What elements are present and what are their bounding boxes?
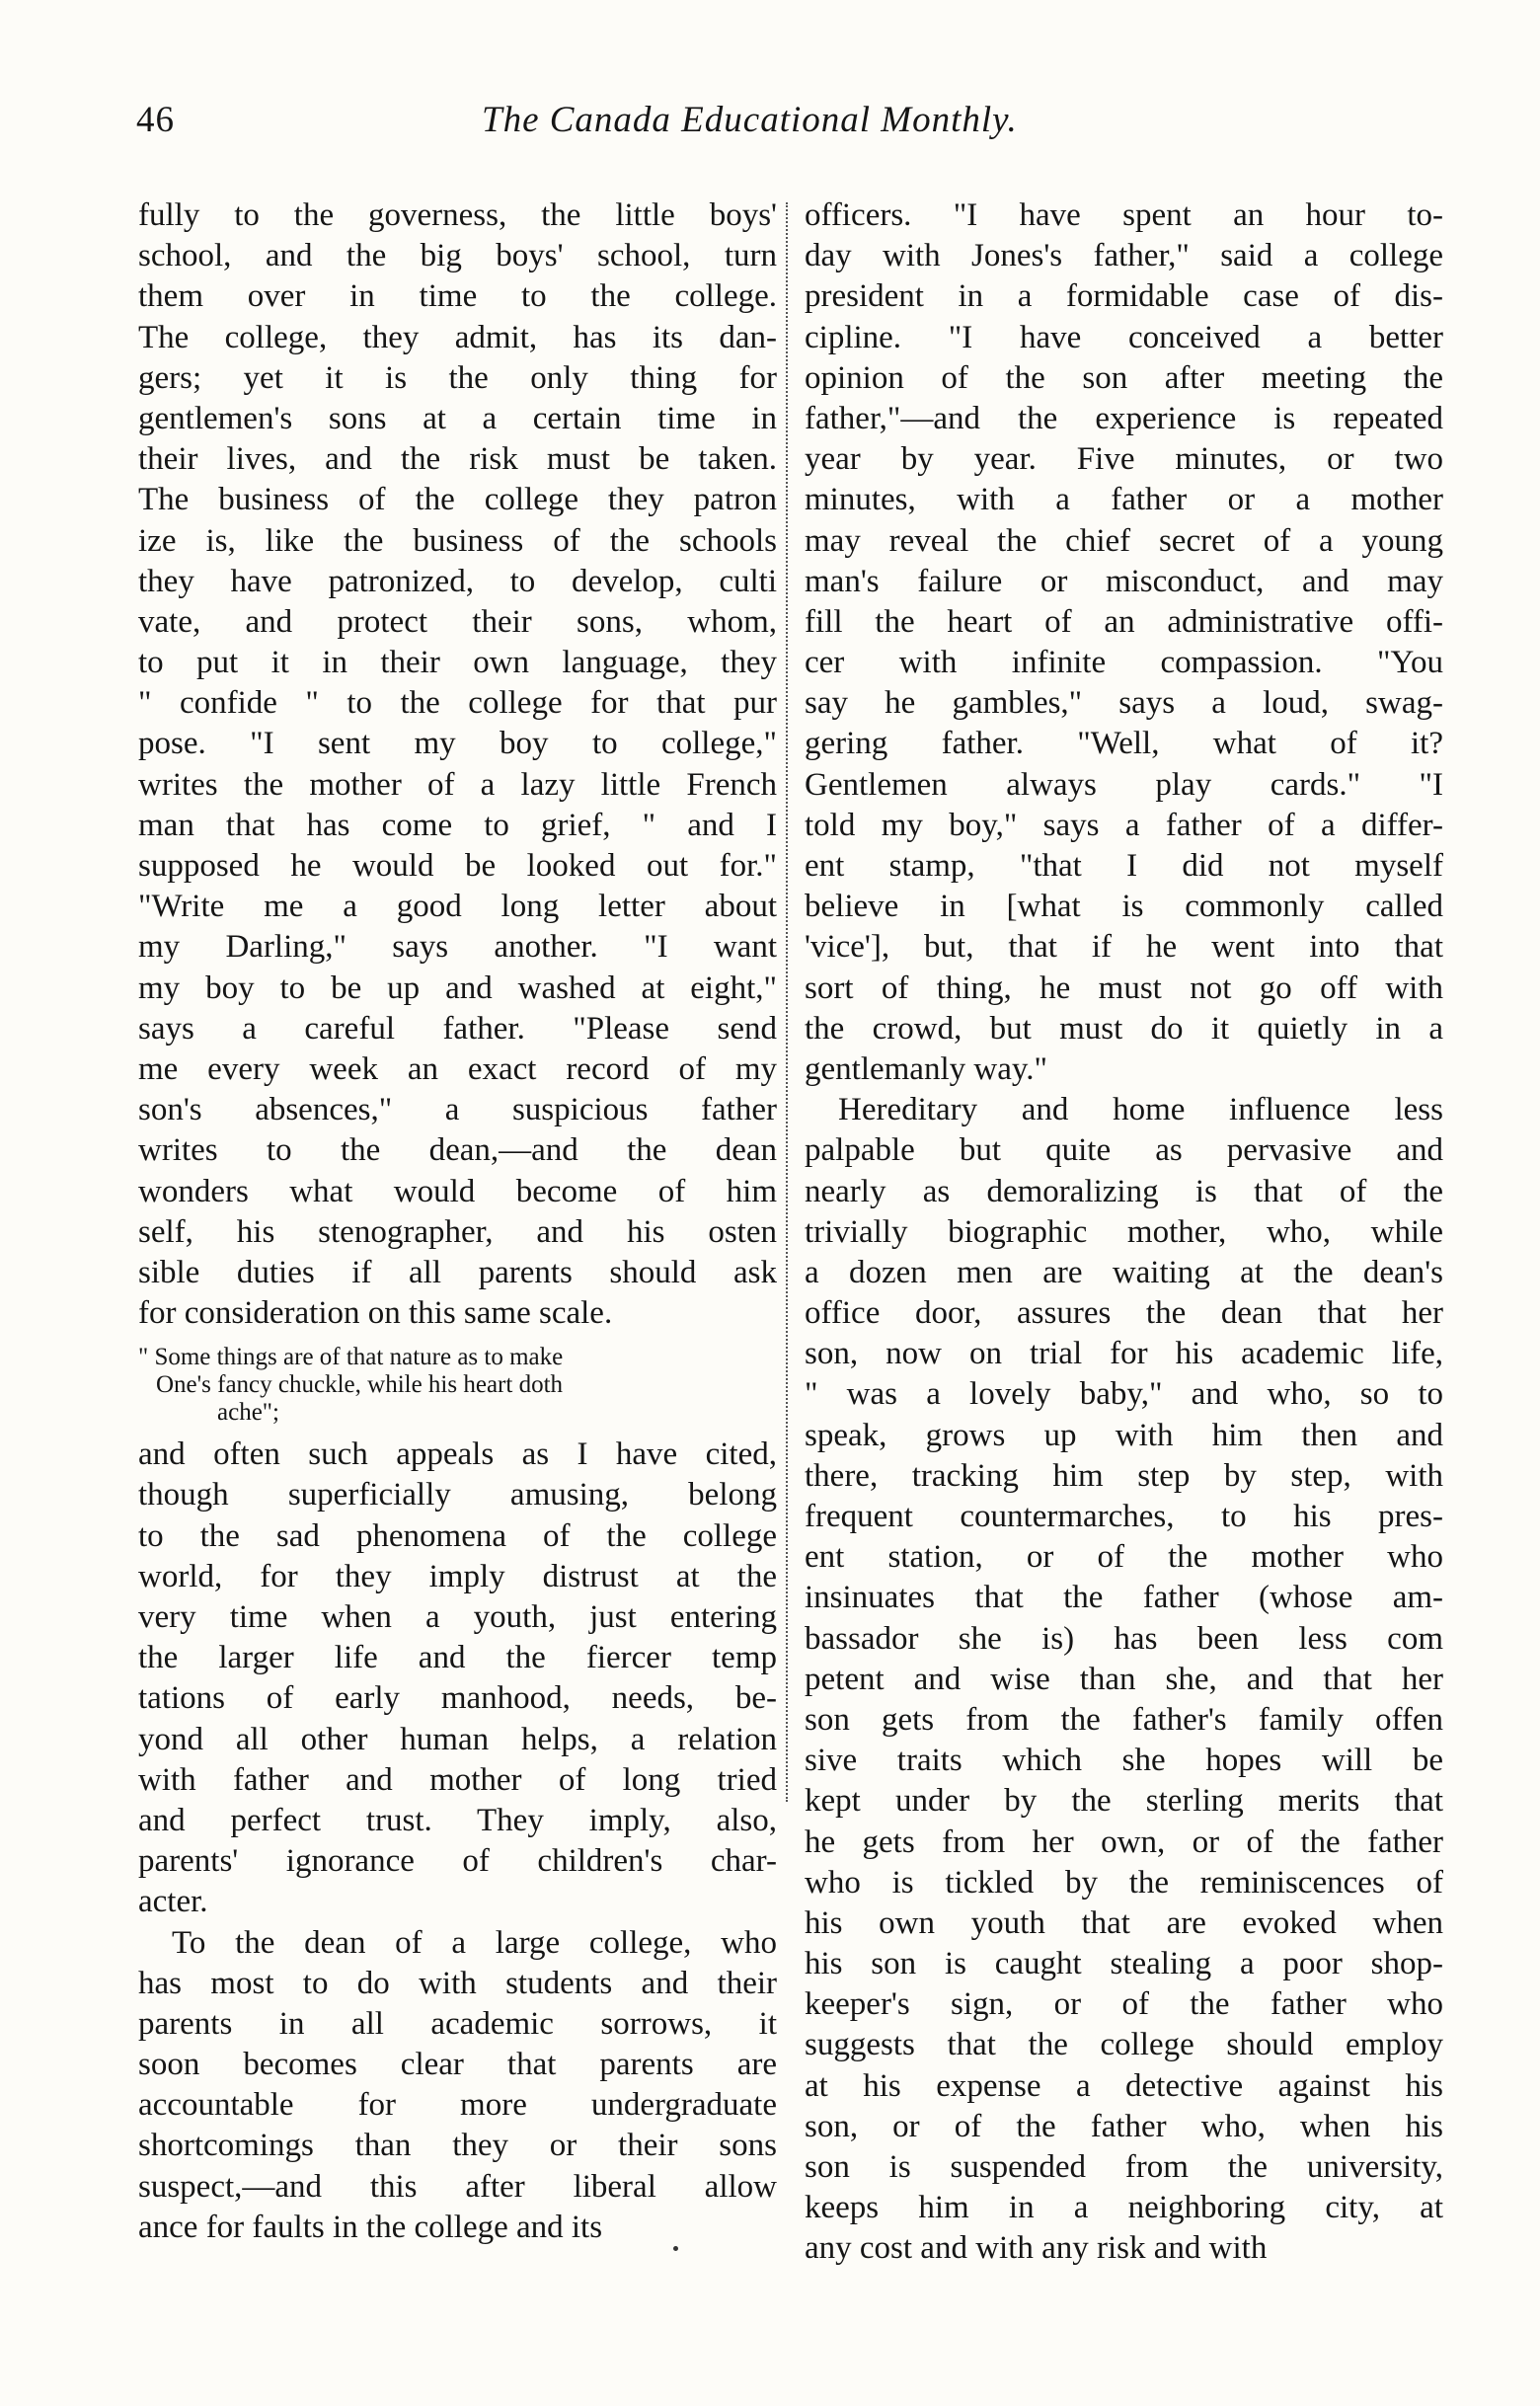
text-line: supposed he would be looked out for." [138, 848, 777, 884]
text-line: son's absences," a suspicious father [138, 1092, 777, 1128]
text-line: kept under by the sterling merits that [805, 1783, 1443, 1820]
text-line: and perfect trust. They imply, also, [138, 1802, 777, 1838]
text-line: man's failure or misconduct, and may [805, 563, 1443, 599]
text-line: opinion of the son after meeting the [805, 359, 1443, 396]
text-line: yond all other human helps, a relation [138, 1721, 777, 1757]
text-line: writes to the dean,—and the dean [138, 1132, 777, 1169]
text-line: says a careful father. "Please send [138, 1010, 777, 1047]
text-line: wonders what would become of him [138, 1173, 777, 1209]
text-line: sive traits which she hopes will be [805, 1743, 1443, 1779]
text-line: my boy to be up and washed at eight," [138, 970, 777, 1006]
text-line: bassador she is) has been less com [805, 1620, 1443, 1657]
text-line: gers; yet it is the only thing for [138, 359, 777, 396]
text-line: may reveal the chief secret of a young [805, 522, 1443, 559]
text-line: ent stamp, "that I did not myself [805, 848, 1443, 884]
text-line: trivially biographic mother, who, while [805, 1213, 1443, 1250]
text-line: pose. "I sent my boy to college," [138, 726, 777, 762]
text-line: man that has come to grief, " and I [138, 807, 777, 843]
text-line: The business of the college they patron [138, 482, 777, 518]
text-line: ance for faults in the college and its [138, 2209, 603, 2245]
text-line: year by year. Five minutes, or two [805, 441, 1443, 478]
text-line: at his expense a detective against his [805, 2067, 1443, 2104]
text-line: very time when a youth, just entering [138, 1599, 777, 1635]
text-line: told my boy," says a father of a differ- [805, 807, 1443, 843]
text-line: acter. [138, 1884, 208, 1920]
text-line: suspect,—and this after liberal allow [138, 2168, 777, 2205]
text-line: frequent countermarches, to his pres- [805, 1499, 1443, 1534]
verse-quotation [138, 1344, 777, 1427]
text-line: fill the heart of an administrative offi- [805, 603, 1443, 640]
text-line: day with Jones's father," said a college [805, 238, 1443, 274]
running-title: The Canada Educational Monthly. [482, 100, 1018, 140]
text-line: ent station, or of the mother who [805, 1539, 1443, 1576]
text-line: cipline. "I have conceived a better [805, 319, 1443, 355]
text-line: my Darling," says another. "I want [138, 929, 777, 966]
text-line: shortcomings than they or their sons [138, 2128, 777, 2164]
text-line: fully to the governess, the little boys' [138, 197, 777, 233]
text-line: me every week an exact record of my [138, 1050, 777, 1087]
text-line: parents in all academic sorrows, it [138, 2005, 777, 2042]
text-line: soon becomes clear that parents are [138, 2047, 777, 2083]
text-line: speak, grows up with him then and [805, 1417, 1443, 1453]
text-line: " was a lovely baby," and who, so to [805, 1376, 1443, 1413]
text-line: sible duties if all parents should ask [138, 1254, 777, 1290]
text-line: accountable for more undergraduate [138, 2087, 777, 2124]
text-line: to put it in their own language, they [138, 645, 777, 681]
text-line: insinuates that the father (whose am- [805, 1580, 1443, 1616]
text-line: they have patronized, to develop, culti [138, 563, 777, 599]
page-footer-mark [673, 2246, 678, 2251]
text-line: his own youth that are evoked when [805, 1904, 1443, 1941]
text-line: for consideration on this same scale. [138, 1295, 613, 1332]
text-line: any cost and with any risk and with [805, 2230, 1268, 2267]
text-line: a dozen men are waiting at the dean's [805, 1254, 1443, 1290]
text-line: say he gambles," says a loud, swag- [805, 685, 1443, 722]
text-line: 'vice'], but, that if he went into that [805, 929, 1443, 966]
text-line: the larger life and the fiercer temp [138, 1640, 777, 1676]
text-line: self, his stenographer, and his osten [138, 1213, 777, 1250]
right-paragraph-2 [805, 1090, 1443, 2269]
text-line: with father and mother of long tried [138, 1761, 777, 1798]
text-line: keeper's sign, or of the father who [805, 1986, 1443, 2023]
text-line: tations of early manhood, needs, be- [138, 1680, 777, 1717]
text-line: palpable but quite as pervasive and [805, 1132, 1443, 1169]
text-line: vate, and protect their sons, whom, [138, 603, 777, 640]
text-line: "Write me a good long letter about [138, 889, 777, 925]
text-line: cer with infinite compassion. "You [805, 645, 1443, 681]
text-line: suggests that the college should employ [805, 2027, 1443, 2063]
text-line: writes the mother of a lazy little French [138, 766, 777, 803]
text-line: gering father. "Well, what of it? [805, 726, 1443, 762]
text-line: son is suspended from the university, [805, 2149, 1443, 2185]
verse-line: One's fancy chuckle, while his heart doth [156, 1371, 564, 1399]
right-paragraph-1 [805, 195, 1443, 1090]
text-line: parents' ignorance of children's char- [138, 1843, 777, 1880]
page-header [136, 99, 1439, 148]
text-line: he gets from her own, or of the father [805, 1824, 1443, 1860]
text-line: them over in time to the college. [138, 278, 777, 315]
text-line: minutes, with a father or a mother [805, 482, 1443, 518]
text-line: son, now on trial for his academic life, [805, 1336, 1443, 1372]
verse-line: ache"; [217, 1399, 279, 1427]
text-line: and often such appeals as I have cited, [138, 1436, 777, 1473]
left-paragraph-2 [138, 1435, 777, 1922]
text-line: To the dean of a large college, who [172, 1924, 777, 1961]
text-line: son, or of the father who, when his [805, 2108, 1443, 2144]
text-line: sort of thing, he must not go off with [805, 970, 1443, 1006]
text-line: gentlemanly way." [805, 1050, 1047, 1087]
text-line: school, and the big boys' school, turn [138, 238, 777, 274]
text-line: has most to do with students and their [138, 1965, 777, 2001]
text-line: nearly as demoralizing is that of the [805, 1173, 1443, 1209]
text-line: petent and wise than she, and that her [805, 1661, 1443, 1697]
text-line: officers. "I have spent an hour to- [805, 197, 1443, 233]
left-paragraph-1 [138, 195, 777, 1334]
text-line: president in a formidable case of dis- [805, 278, 1443, 315]
text-line: their lives, and the risk must be taken. [138, 441, 777, 478]
text-line: Gentlemen always play cards." "I [805, 766, 1443, 803]
text-line: to the sad phenomena of the college [138, 1517, 777, 1554]
column-divider [786, 202, 788, 1802]
text-line: The college, they admit, has its dan- [138, 319, 777, 355]
text-line: " confide " to the college for that pur [138, 685, 777, 722]
text-line: though superficially amusing, belong [138, 1477, 777, 1513]
text-line: office door, assures the dean that her [805, 1295, 1443, 1332]
text-line: keeps him in a neighboring city, at [805, 2190, 1443, 2226]
text-line: father,"—and the experience is repeated [805, 400, 1443, 436]
right-column [805, 195, 1443, 2270]
text-line: the crowd, but must do it quietly in a [805, 1010, 1443, 1047]
text-line: believe in [what is commonly called [805, 889, 1443, 925]
text-line: who is tickled by the reminiscences of [805, 1864, 1443, 1901]
text-line: there, tracking him step by step, with [805, 1457, 1443, 1494]
left-paragraph-3 [138, 1923, 777, 2249]
text-line: ize is, like the business of the schools [138, 522, 777, 559]
text-line: world, for they imply distrust at the [138, 1558, 777, 1594]
text-line: gentlemen's sons at a certain time in [138, 400, 777, 436]
page-number: 46 [136, 100, 175, 140]
text-line: his son is caught stealing a poor shop- [805, 1946, 1443, 1982]
verse-line: " Some things are of that nature as to make [138, 1344, 564, 1371]
text-line: son gets from the father's family offen [805, 1701, 1443, 1738]
left-column [138, 195, 777, 2248]
text-line: Hereditary and home influence less [838, 1092, 1443, 1128]
